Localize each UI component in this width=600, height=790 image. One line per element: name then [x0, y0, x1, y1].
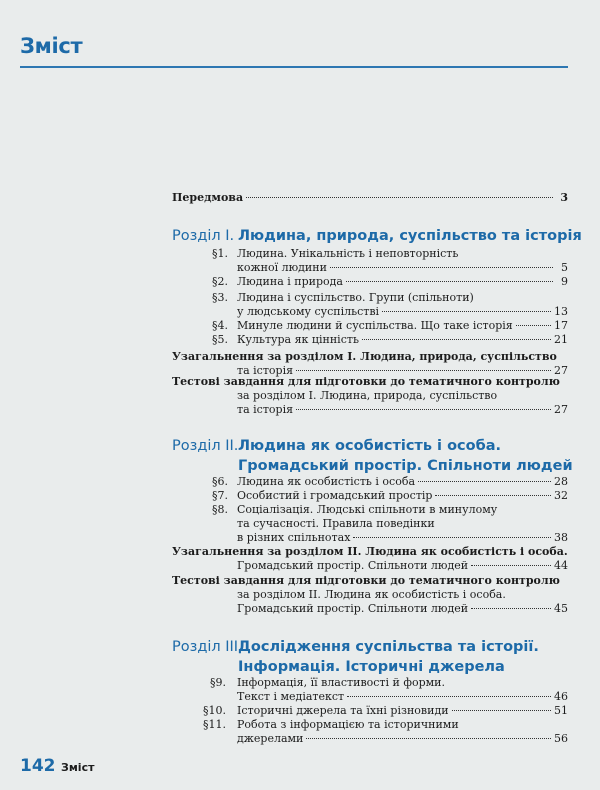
leader-dots — [435, 495, 551, 496]
toc-entry[interactable] — [237, 305, 568, 319]
toc-page-number: 46 — [554, 690, 568, 703]
test-title[interactable]: Тестові завдання для підготовки до тематичного контролю — [172, 574, 560, 587]
toc-page-number: 3 — [560, 191, 568, 204]
toc-page-number: 27 — [554, 364, 568, 377]
toc-entry[interactable] — [237, 489, 568, 503]
leader-dots — [452, 710, 551, 711]
toc-entry[interactable] — [237, 732, 568, 746]
toc-item-title: Текст і медіатекст — [237, 690, 345, 703]
section-title-cont[interactable]: Громадський простір. Спільноти людей — [238, 458, 573, 474]
toc-item-title-cont: та сучасності. Правила поведінки — [237, 517, 435, 530]
leader-dots — [296, 409, 551, 410]
toc-page-number: 38 — [554, 531, 568, 544]
leader-dots — [382, 311, 551, 312]
toc-page-number: 5 — [561, 261, 568, 274]
toc-page-number: 45 — [554, 602, 568, 615]
toc-entry[interactable] — [237, 319, 568, 333]
toc-entry-test[interactable] — [237, 403, 568, 417]
toc-entry-preface[interactable] — [172, 191, 568, 205]
toc-item-title: кожної людини — [237, 261, 327, 274]
toc-entry[interactable] — [237, 333, 568, 347]
leader-dots — [346, 281, 553, 282]
toc-item-number: §3. — [212, 291, 228, 304]
toc-item-number: §1. — [212, 247, 228, 260]
toc-item-number: §9. — [210, 676, 226, 689]
toc-item-title: Особистий і громадський простір — [237, 489, 433, 502]
toc-page-number: 56 — [554, 732, 568, 745]
summary-title[interactable]: Узагальнення за розділом II. Людина як особистість і особа. — [172, 545, 568, 558]
toc-item-title: та історія — [237, 364, 294, 377]
leader-dots — [471, 565, 551, 566]
toc-item-title: у людському суспільстві — [237, 305, 380, 318]
leader-dots — [347, 696, 551, 697]
toc-entry[interactable] — [237, 275, 568, 289]
toc-item-number: §2. — [212, 275, 228, 288]
toc-item-title: Громадський простір. Спільноти людей — [237, 602, 469, 615]
leader-dots — [246, 197, 553, 198]
toc-item-number: §7. — [212, 489, 228, 502]
leader-dots — [471, 608, 551, 609]
page-number: 142 — [20, 756, 56, 776]
toc-entry[interactable] — [237, 475, 568, 489]
toc-page-number: 17 — [554, 319, 568, 332]
toc-entry[interactable] — [237, 690, 568, 704]
toc-item-title: Культура як цінність — [237, 333, 359, 346]
toc-item-number: §5. — [212, 333, 228, 346]
toc-page-number: 13 — [554, 305, 568, 318]
test-title-cont: за розділом I. Людина, природа, суспільство — [237, 389, 498, 402]
footer-label: Зміст — [61, 761, 95, 774]
toc-page-number: 28 — [554, 475, 568, 488]
toc-item-title[interactable]: Людина. Унікальність і неповторність — [237, 247, 459, 260]
toc-item-title: Людина як особистість і особа — [237, 475, 416, 488]
toc-item-number: §6. — [212, 475, 228, 488]
test-title[interactable]: Тестові завдання для підготовки до тематичного контролю — [172, 375, 560, 388]
toc-entry-label: Передмова — [172, 191, 244, 204]
toc-item-title[interactable]: Інформація, її властивості й форми. — [237, 676, 446, 689]
toc-item-number: §10. — [203, 704, 226, 717]
toc-page-number: 9 — [561, 275, 568, 288]
section-title[interactable]: Дослідження суспільства та історії. — [238, 639, 539, 655]
leader-dots — [306, 738, 551, 739]
page-title: Зміст — [20, 34, 83, 58]
toc-item-title: Громадський простір. Спільноти людей — [237, 559, 469, 572]
toc-item-title: та історія — [237, 403, 294, 416]
toc-entry[interactable] — [237, 704, 568, 718]
toc-page-number: 27 — [554, 403, 568, 416]
toc-item-title: в різних спільнотах — [237, 531, 351, 544]
section-label: Розділ I. — [172, 228, 235, 244]
toc-page-number: 32 — [554, 489, 568, 502]
toc-entry-summary[interactable] — [237, 559, 568, 573]
leader-dots — [418, 481, 551, 482]
toc-item-number: §4. — [212, 319, 228, 332]
toc-page-number: 21 — [554, 333, 568, 346]
toc-item-number: §8. — [212, 503, 228, 516]
toc-entry-test[interactable] — [237, 602, 568, 616]
toc-page-number: 51 — [554, 704, 568, 717]
toc-item-title: Історичні джерела та їхні різновиди — [237, 704, 449, 717]
leader-dots — [516, 325, 551, 326]
toc-item-number: §11. — [203, 718, 226, 731]
toc-page-number: 44 — [554, 559, 568, 572]
toc-entry[interactable] — [237, 531, 568, 545]
section-title[interactable]: Людина як особистість і особа. — [238, 438, 502, 454]
section-title-cont[interactable]: Інформація. Історичні джерела — [238, 659, 505, 675]
toc-item-title[interactable]: Соціалізація. Людські спільноти в минулому — [237, 503, 498, 516]
toc-item-title: Минуле людини й суспільства. Що таке історія — [237, 319, 513, 332]
test-title-cont: за розділом II. Людина як особистість і особа. — [237, 588, 506, 601]
leader-dots — [362, 339, 551, 340]
leader-dots — [330, 267, 553, 268]
section-label: Розділ II. — [172, 438, 239, 454]
section-title[interactable]: Людина, природа, суспільство та історія — [238, 228, 582, 244]
toc-item-title: Людина і природа — [237, 275, 343, 288]
toc-item-title[interactable]: Людина і суспільство. Групи (спільноти) — [237, 291, 474, 304]
toc-entry[interactable] — [237, 261, 568, 275]
leader-dots — [296, 370, 551, 371]
leader-dots — [353, 537, 551, 538]
summary-title[interactable]: Узагальнення за розділом I. Людина, природа, суспільство — [172, 350, 557, 363]
section-label: Розділ III. — [172, 639, 243, 655]
title-rule — [20, 66, 568, 68]
toc-item-title: джерелами — [237, 732, 304, 745]
toc-item-title[interactable]: Робота з інформацією та історичними — [237, 718, 459, 731]
